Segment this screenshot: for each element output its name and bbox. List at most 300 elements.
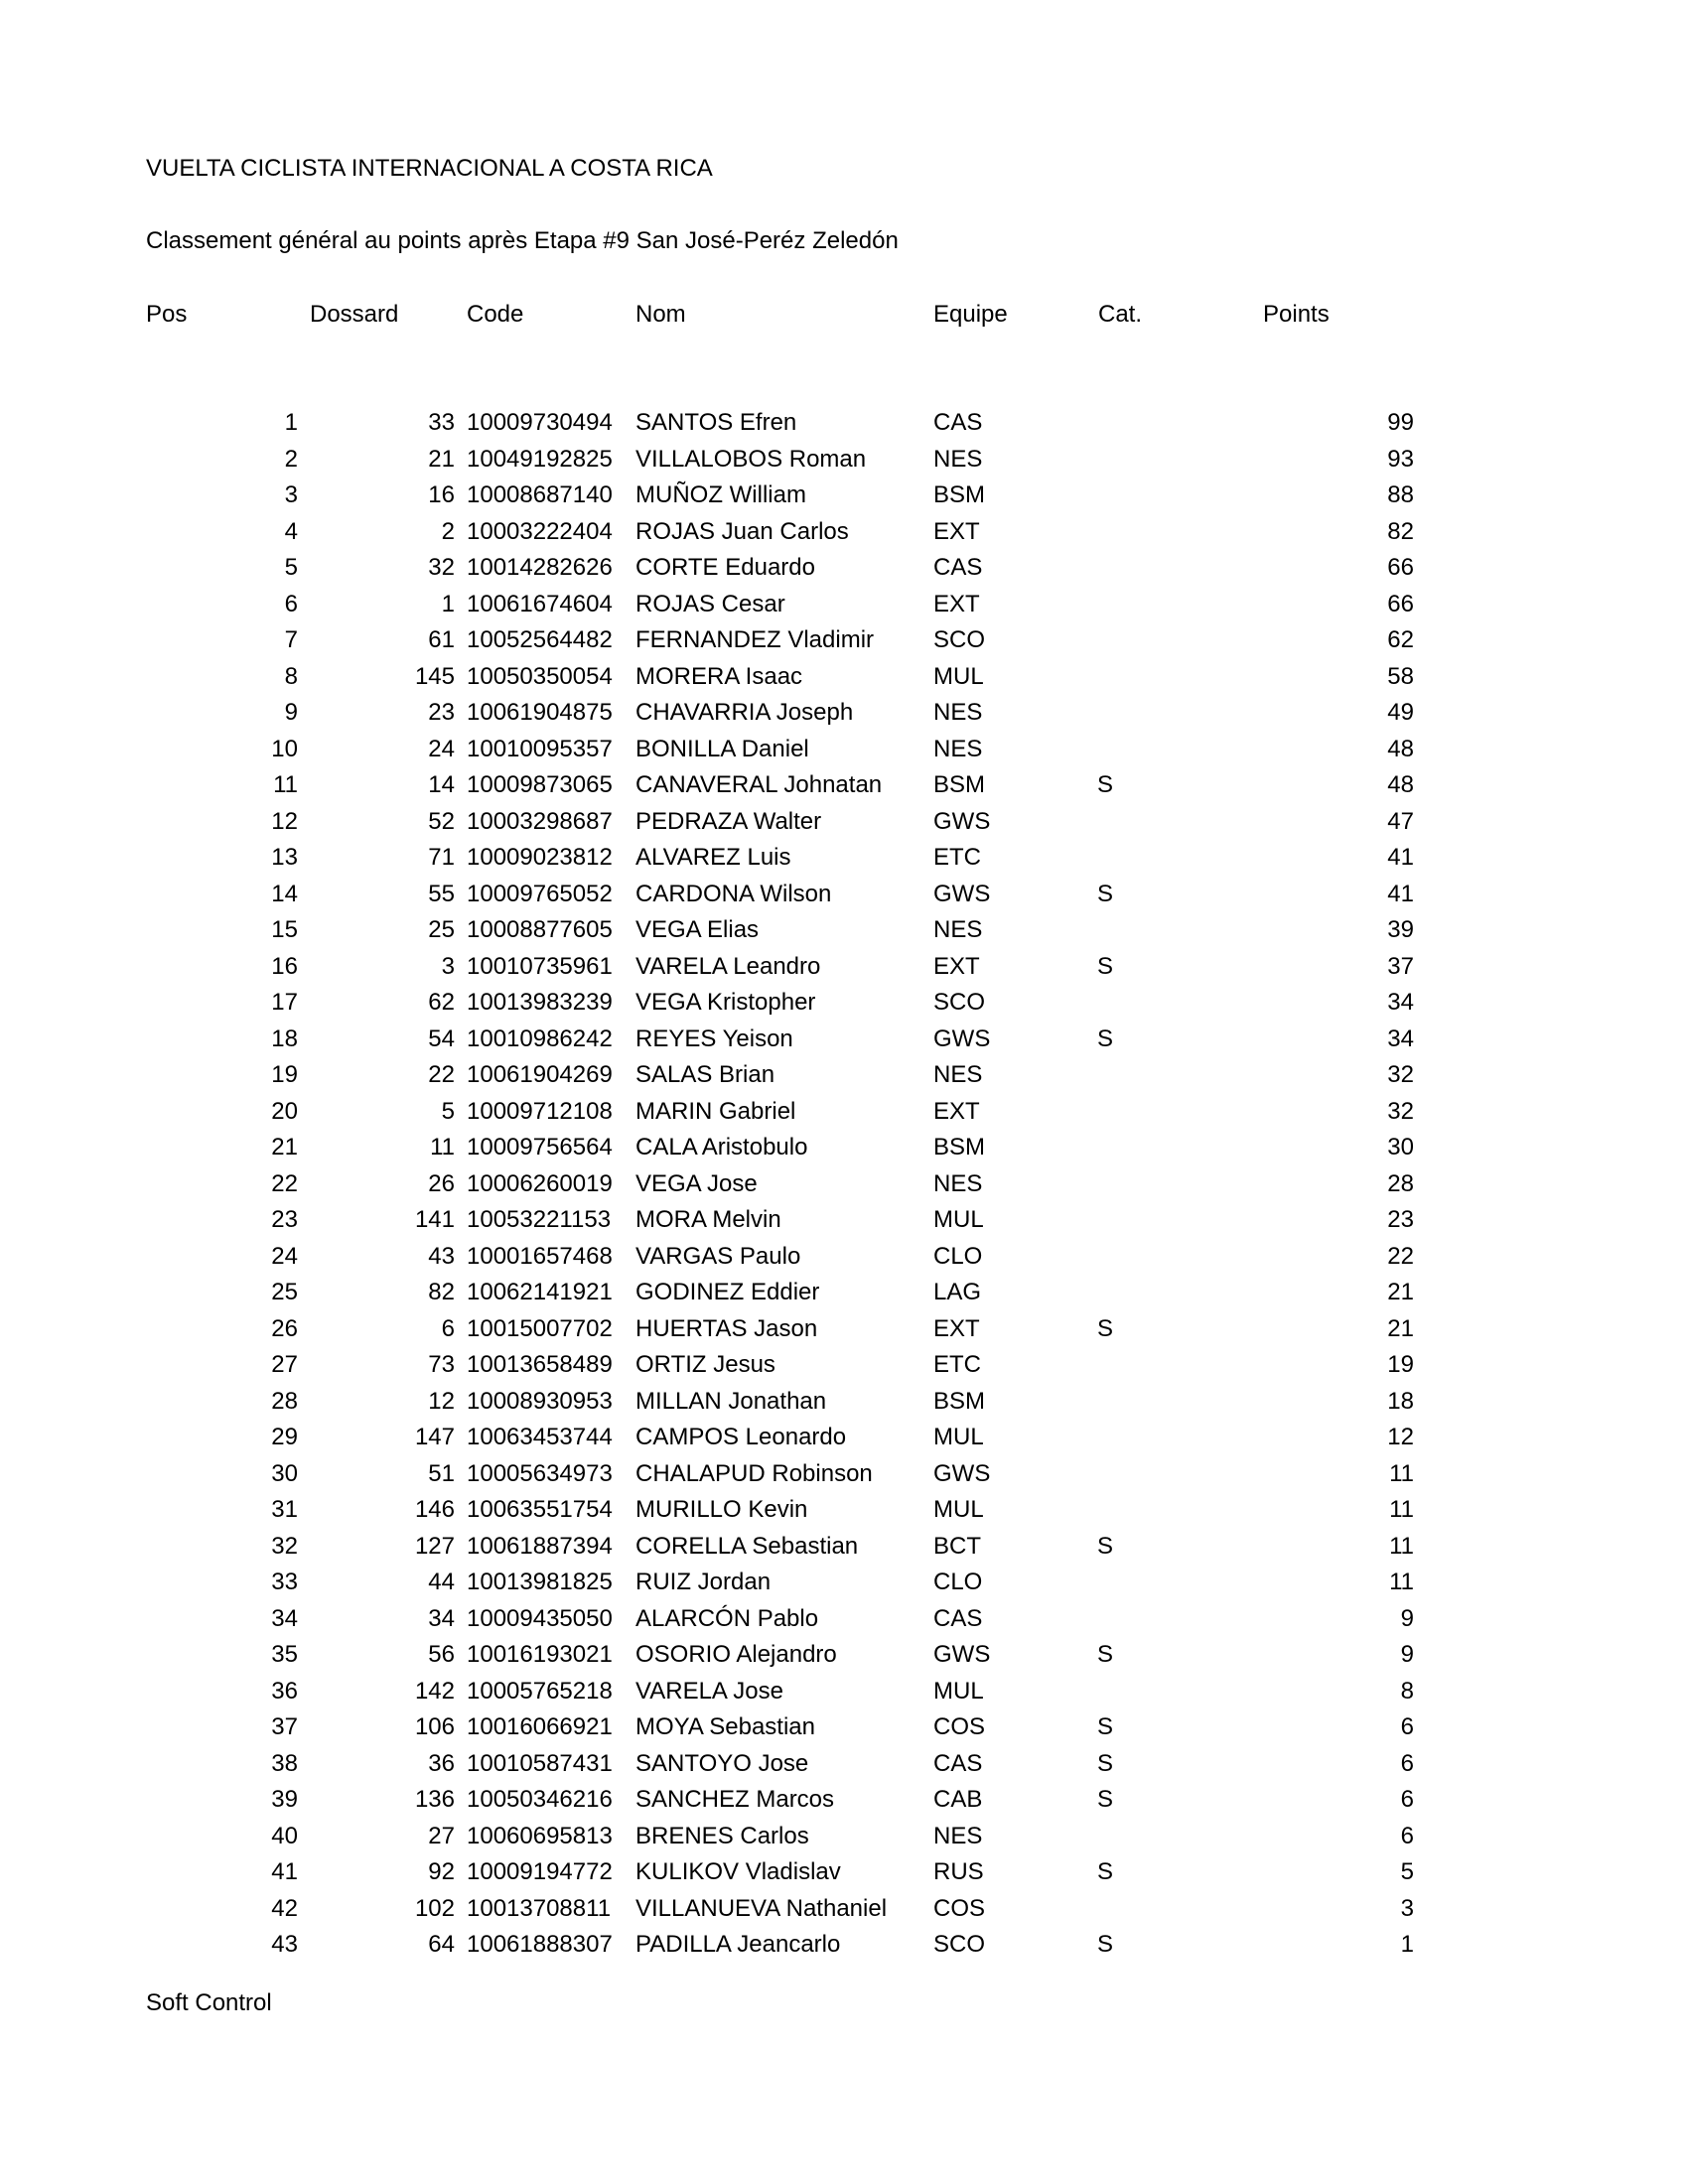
cell-pos: 5 [284, 554, 298, 581]
cell-nom: VILLALOBOS Roman [635, 445, 867, 473]
cell-pos: 17 [271, 989, 298, 1016]
cell-points: 39 [1387, 916, 1414, 943]
cell-dossard: 146 [414, 1496, 455, 1523]
cell-nom: MARIN Gabriel [635, 1097, 796, 1125]
cell-equipe: CAB [933, 1786, 983, 1813]
cell-equipe: EXT [933, 590, 980, 617]
cell-points: 62 [1387, 626, 1414, 653]
table-row [0, 1130, 1688, 1166]
cell-points: 99 [1387, 409, 1414, 436]
cell-points: 93 [1387, 445, 1414, 473]
cell-equipe: CAS [933, 409, 983, 436]
cell-dossard: 3 [441, 952, 455, 980]
cell-equipe: SCO [933, 626, 986, 653]
cell-dossard: 21 [428, 445, 455, 473]
cell-pos: 19 [271, 1061, 298, 1088]
table-row [0, 442, 1688, 478]
column-header-points: Points [1263, 301, 1330, 328]
cell-pos: 22 [271, 1169, 298, 1197]
cell-nom: CHAVARRIA Joseph [635, 699, 854, 726]
table-row [0, 1927, 1688, 1964]
cell-code: 10016066921 [467, 1713, 613, 1740]
cell-points: 3 [1400, 1894, 1414, 1922]
cell-equipe: NES [933, 1061, 983, 1088]
cell-pos: 42 [271, 1894, 298, 1922]
cell-points: 28 [1387, 1169, 1414, 1197]
cell-pos: 6 [284, 590, 298, 617]
cell-code: 10013983239 [467, 989, 613, 1016]
cell-points: 32 [1387, 1097, 1414, 1125]
cell-pos: 8 [284, 662, 298, 690]
cell-dossard: 61 [428, 626, 455, 653]
cell-dossard: 54 [428, 1024, 455, 1052]
cell-nom: CALA Aristobulo [635, 1134, 808, 1160]
cell-points: 18 [1387, 1387, 1414, 1415]
cell-dossard: 24 [428, 735, 455, 762]
cell-dossard: 147 [414, 1424, 455, 1450]
table-row [0, 1166, 1688, 1203]
cell-equipe: NES [933, 916, 983, 943]
cell-nom: CARDONA Wilson [635, 880, 832, 907]
cell-nom: SALAS Brian [635, 1061, 775, 1088]
cell-dossard: 23 [428, 699, 455, 726]
cell-dossard: 16 [428, 481, 455, 508]
cell-dossard: 14 [428, 771, 455, 798]
table-row [0, 1637, 1688, 1674]
cell-equipe: SCO [933, 1931, 986, 1958]
cell-pos: 9 [284, 699, 298, 726]
cell-nom: BRENES Carlos [635, 1822, 809, 1849]
cell-nom: VARELA Jose [635, 1677, 783, 1705]
cell-cat: S [1097, 880, 1114, 907]
table-row [0, 1094, 1688, 1131]
cell-equipe: ETC [933, 844, 981, 871]
cell-dossard: 92 [428, 1858, 455, 1885]
cell-cat: S [1097, 1641, 1114, 1668]
cell-pos: 21 [271, 1134, 298, 1160]
cell-code: 10009756564 [467, 1134, 613, 1160]
cell-points: 6 [1400, 1713, 1414, 1740]
table-row [0, 622, 1688, 659]
cell-code: 10061904269 [467, 1061, 613, 1088]
cell-equipe: BSM [933, 771, 986, 798]
cell-equipe: GWS [933, 1024, 991, 1052]
cell-nom: MOYA Sebastian [635, 1713, 815, 1740]
cell-points: 11 [1389, 1569, 1414, 1595]
table-row [0, 1057, 1688, 1094]
cell-points: 6 [1400, 1786, 1414, 1813]
cell-code: 10061887394 [467, 1532, 613, 1560]
cell-dossard: 127 [414, 1532, 455, 1560]
table-row [0, 877, 1688, 913]
cell-dossard: 145 [414, 662, 455, 690]
cell-points: 82 [1387, 517, 1414, 545]
cell-equipe: CLO [933, 1569, 983, 1595]
cell-pos: 4 [284, 517, 298, 545]
cell-pos: 2 [284, 445, 298, 473]
cell-points: 88 [1387, 481, 1414, 508]
cell-code: 10013708811 [467, 1894, 612, 1922]
cell-nom: CORELLA Sebastian [635, 1532, 859, 1560]
table-row [0, 985, 1688, 1022]
cell-equipe: BSM [933, 481, 986, 508]
cell-code: 10063453744 [467, 1424, 613, 1450]
cell-equipe: MUL [933, 1677, 984, 1705]
cell-dossard: 5 [441, 1097, 455, 1125]
cell-equipe: GWS [933, 1459, 991, 1487]
cell-code: 10001657468 [467, 1242, 613, 1270]
cell-points: 34 [1387, 989, 1414, 1016]
cell-equipe: NES [933, 1822, 983, 1849]
cell-points: 19 [1387, 1351, 1414, 1378]
cell-cat: S [1097, 952, 1114, 980]
cell-equipe: CAS [933, 1604, 983, 1632]
table-row [0, 659, 1688, 696]
cell-pos: 20 [271, 1097, 298, 1125]
cell-dossard: 2 [441, 517, 455, 545]
cell-cat: S [1097, 1858, 1114, 1885]
cell-nom: SANTOS Efren [635, 409, 797, 436]
column-header-code: Code [467, 301, 524, 328]
cell-equipe: RUS [933, 1858, 984, 1885]
cell-code: 10013981825 [467, 1569, 613, 1595]
cell-equipe: CLO [933, 1242, 983, 1270]
cell-code: 10009194772 [467, 1858, 613, 1885]
cell-dossard: 106 [414, 1713, 455, 1740]
table-row [0, 1601, 1688, 1638]
cell-code: 10014282626 [467, 554, 613, 581]
cell-dossard: 43 [428, 1242, 455, 1270]
cell-dossard: 11 [430, 1134, 455, 1160]
cell-code: 10050346216 [467, 1786, 613, 1813]
table-row [0, 1782, 1688, 1819]
cell-pos: 16 [271, 952, 298, 980]
cell-dossard: 32 [428, 554, 455, 581]
cell-dossard: 142 [414, 1677, 455, 1705]
table-header-row [0, 297, 1688, 333]
column-header-dossard: Dossard [310, 301, 399, 328]
cell-code: 10005634973 [467, 1459, 613, 1487]
cell-equipe: CAS [933, 1749, 983, 1777]
cell-dossard: 1 [441, 590, 455, 617]
cell-nom: VILLANUEVA Nathaniel [635, 1894, 888, 1922]
cell-code: 10008687140 [467, 481, 613, 508]
cell-points: 47 [1387, 807, 1414, 835]
cell-code: 10005765218 [467, 1677, 613, 1705]
table-row [0, 1746, 1688, 1783]
cell-points: 11 [1389, 1459, 1414, 1487]
cell-nom: OSORIO Alejandro [635, 1641, 837, 1668]
cell-code: 10003298687 [467, 807, 613, 835]
cell-dossard: 33 [428, 409, 455, 436]
cell-nom: REYES Yeison [635, 1024, 793, 1052]
cell-code: 10009730494 [467, 409, 613, 436]
cell-code: 10015007702 [467, 1314, 613, 1342]
table-row [0, 804, 1688, 841]
cell-pos: 27 [271, 1351, 298, 1378]
table-row [0, 1891, 1688, 1928]
cell-code: 10010095357 [467, 735, 613, 762]
cell-equipe: COS [933, 1713, 986, 1740]
table-row [0, 478, 1688, 514]
cell-points: 48 [1387, 771, 1414, 798]
document-footer: Soft Control [146, 1989, 272, 2016]
cell-equipe: EXT [933, 1097, 980, 1125]
cell-cat: S [1097, 771, 1114, 798]
table-row [0, 695, 1688, 732]
cell-pos: 34 [271, 1604, 298, 1632]
cell-code: 10061674604 [467, 590, 613, 617]
cell-pos: 13 [271, 844, 298, 871]
cell-points: 66 [1387, 590, 1414, 617]
cell-points: 22 [1387, 1242, 1414, 1270]
cell-cat: S [1097, 1314, 1114, 1342]
cell-code: 10049192825 [467, 445, 613, 473]
cell-pos: 41 [271, 1858, 298, 1885]
cell-code: 10063551754 [467, 1496, 613, 1523]
cell-dossard: 44 [428, 1569, 455, 1595]
cell-pos: 11 [273, 771, 298, 798]
cell-nom: ORTIZ Jesus [635, 1351, 775, 1378]
cell-pos: 10 [271, 735, 298, 762]
cell-dossard: 71 [428, 844, 455, 871]
cell-pos: 36 [271, 1677, 298, 1705]
cell-nom: CAMPOS Leonardo [635, 1424, 847, 1450]
table-body [0, 405, 1688, 1964]
table-row [0, 1492, 1688, 1529]
cell-cat: S [1097, 1786, 1114, 1813]
cell-cat: S [1097, 1931, 1114, 1958]
table-row [0, 1819, 1688, 1855]
cell-nom: ALVAREZ Luis [635, 844, 791, 871]
table-row [0, 732, 1688, 768]
cell-pos: 18 [271, 1024, 298, 1052]
cell-code: 10016193021 [467, 1641, 613, 1668]
cell-equipe: NES [933, 699, 983, 726]
cell-pos: 43 [271, 1931, 298, 1958]
cell-equipe: GWS [933, 1641, 991, 1668]
cell-points: 32 [1387, 1061, 1414, 1088]
table-row [0, 1311, 1688, 1348]
cell-pos: 14 [271, 880, 298, 907]
cell-nom: BONILLA Daniel [635, 735, 809, 762]
cell-equipe: SCO [933, 989, 986, 1016]
cell-equipe: MUL [933, 1496, 984, 1523]
cell-nom: PEDRAZA Walter [635, 807, 822, 835]
cell-equipe: BSM [933, 1387, 986, 1415]
cell-equipe: BSM [933, 1134, 986, 1160]
table-row [0, 1565, 1688, 1601]
cell-code: 10009873065 [467, 771, 613, 798]
cell-pos: 28 [271, 1387, 298, 1415]
cell-pos: 35 [271, 1641, 298, 1668]
cell-nom: MURILLO Kevin [635, 1496, 808, 1523]
cell-code: 10013658489 [467, 1351, 613, 1378]
cell-code: 10010986242 [467, 1024, 613, 1052]
table-row [0, 405, 1688, 442]
cell-points: 66 [1387, 554, 1414, 581]
cell-dossard: 62 [428, 989, 455, 1016]
cell-nom: ALARCÓN Pablo [635, 1604, 819, 1632]
cell-nom: MILLAN Jonathan [635, 1387, 827, 1415]
table-row [0, 1854, 1688, 1891]
cell-code: 10009765052 [467, 880, 613, 907]
cell-dossard: 26 [428, 1169, 455, 1197]
table-row [0, 912, 1688, 949]
cell-points: 8 [1400, 1677, 1414, 1705]
cell-dossard: 51 [428, 1459, 455, 1487]
cell-code: 10010587431 [467, 1749, 613, 1777]
table-row [0, 949, 1688, 986]
cell-equipe: EXT [933, 517, 980, 545]
cell-points: 41 [1387, 844, 1414, 871]
table-row [0, 1529, 1688, 1566]
cell-nom: VARGAS Paulo [635, 1242, 801, 1270]
cell-pos: 38 [271, 1749, 298, 1777]
cell-code: 10062141921 [467, 1279, 613, 1305]
cell-pos: 32 [271, 1532, 298, 1560]
table-row [0, 587, 1688, 623]
cell-code: 10060695813 [467, 1822, 613, 1849]
cell-code: 10003222404 [467, 517, 613, 545]
cell-equipe: CAS [933, 554, 983, 581]
cell-code: 10010735961 [467, 952, 613, 980]
cell-code: 10053221153 [467, 1206, 612, 1233]
cell-nom: ROJAS Juan Carlos [635, 517, 849, 545]
cell-dossard: 12 [428, 1387, 455, 1415]
cell-points: 37 [1387, 952, 1414, 980]
cell-equipe: GWS [933, 807, 991, 835]
cell-equipe: BCT [933, 1532, 981, 1560]
cell-nom: VEGA Elias [635, 916, 760, 943]
cell-equipe: ETC [933, 1351, 981, 1378]
cell-points: 12 [1387, 1424, 1414, 1450]
cell-code: 10061888307 [467, 1931, 613, 1958]
cell-pos: 39 [271, 1786, 298, 1813]
cell-dossard: 102 [414, 1894, 455, 1922]
cell-points: 49 [1387, 699, 1414, 726]
cell-code: 10008877605 [467, 916, 613, 943]
table-row [0, 1022, 1688, 1058]
cell-code: 10050350054 [467, 662, 613, 690]
column-header-equipe: Equipe [933, 301, 1008, 328]
cell-dossard: 27 [428, 1822, 455, 1849]
table-row [0, 1674, 1688, 1710]
table-row [0, 1456, 1688, 1493]
cell-code: 10061904875 [467, 699, 613, 726]
table-row [0, 1420, 1688, 1456]
cell-points: 58 [1387, 662, 1414, 690]
cell-equipe: MUL [933, 1206, 984, 1233]
document-subtitle: Classement général au points après Etapa #9 San José-Peréz Zeledón [146, 227, 899, 254]
cell-nom: VEGA Kristopher [635, 989, 816, 1016]
cell-equipe: LAG [933, 1279, 982, 1305]
cell-nom: MORA Melvin [635, 1206, 781, 1233]
table-row [0, 840, 1688, 877]
cell-dossard: 52 [428, 807, 455, 835]
table-row [0, 767, 1688, 804]
cell-pos: 40 [271, 1822, 298, 1849]
cell-pos: 33 [271, 1569, 298, 1595]
cell-points: 41 [1387, 880, 1414, 907]
cell-pos: 26 [271, 1314, 298, 1342]
cell-dossard: 25 [428, 916, 455, 943]
cell-points: 9 [1400, 1641, 1414, 1668]
cell-nom: PADILLA Jeancarlo [635, 1931, 841, 1958]
cell-points: 5 [1400, 1858, 1414, 1885]
cell-points: 34 [1387, 1024, 1414, 1052]
cell-pos: 29 [271, 1424, 298, 1450]
cell-equipe: NES [933, 1169, 983, 1197]
cell-equipe: MUL [933, 1424, 984, 1450]
cell-points: 30 [1387, 1134, 1414, 1160]
cell-dossard: 64 [428, 1931, 455, 1958]
cell-points: 11 [1389, 1496, 1414, 1523]
cell-points: 6 [1400, 1822, 1414, 1849]
cell-cat: S [1097, 1749, 1114, 1777]
cell-nom: GODINEZ Eddier [635, 1279, 820, 1305]
cell-cat: S [1097, 1024, 1114, 1052]
cell-nom: VEGA Jose [635, 1169, 758, 1197]
cell-dossard: 22 [428, 1061, 455, 1088]
cell-nom: HUERTAS Jason [635, 1314, 818, 1342]
table-row [0, 1384, 1688, 1421]
cell-equipe: NES [933, 445, 983, 473]
cell-points: 23 [1387, 1206, 1414, 1233]
table-row [0, 1239, 1688, 1276]
cell-nom: SANCHEZ Marcos [635, 1786, 835, 1813]
cell-points: 21 [1387, 1279, 1414, 1305]
cell-nom: CANAVERAL Johnatan [635, 771, 883, 798]
cell-nom: RUIZ Jordan [635, 1569, 772, 1595]
cell-nom: ROJAS Cesar [635, 590, 785, 617]
cell-equipe: GWS [933, 880, 991, 907]
cell-points: 1 [1400, 1931, 1414, 1958]
table-row [0, 1275, 1688, 1311]
cell-pos: 24 [271, 1242, 298, 1270]
table-row [0, 514, 1688, 551]
cell-dossard: 73 [428, 1351, 455, 1378]
cell-pos: 30 [271, 1459, 298, 1487]
cell-dossard: 36 [428, 1749, 455, 1777]
cell-nom: MORERA Isaac [635, 662, 803, 690]
cell-pos: 37 [271, 1713, 298, 1740]
cell-dossard: 141 [414, 1206, 455, 1233]
cell-points: 9 [1400, 1604, 1414, 1632]
table-row [0, 1709, 1688, 1746]
cell-code: 10009023812 [467, 844, 613, 871]
cell-nom: SANTOYO Jose [635, 1749, 809, 1777]
table-row [0, 1202, 1688, 1239]
cell-nom: KULIKOV Vladislav [635, 1858, 841, 1885]
cell-equipe: EXT [933, 952, 980, 980]
cell-points: 48 [1387, 735, 1414, 762]
cell-pos: 31 [271, 1496, 298, 1523]
cell-dossard: 55 [428, 880, 455, 907]
cell-dossard: 34 [428, 1604, 455, 1632]
cell-nom: VARELA Leandro [635, 952, 821, 980]
cell-code: 10009435050 [467, 1604, 613, 1632]
cell-code: 10008930953 [467, 1387, 613, 1415]
cell-pos: 15 [271, 916, 298, 943]
cell-equipe: COS [933, 1894, 986, 1922]
table-row [0, 1347, 1688, 1384]
cell-equipe: MUL [933, 662, 984, 690]
cell-nom: CHALAPUD Robinson [635, 1459, 873, 1487]
column-header-pos: Pos [146, 301, 188, 328]
cell-code: 10009712108 [467, 1097, 613, 1125]
cell-dossard: 6 [441, 1314, 455, 1342]
